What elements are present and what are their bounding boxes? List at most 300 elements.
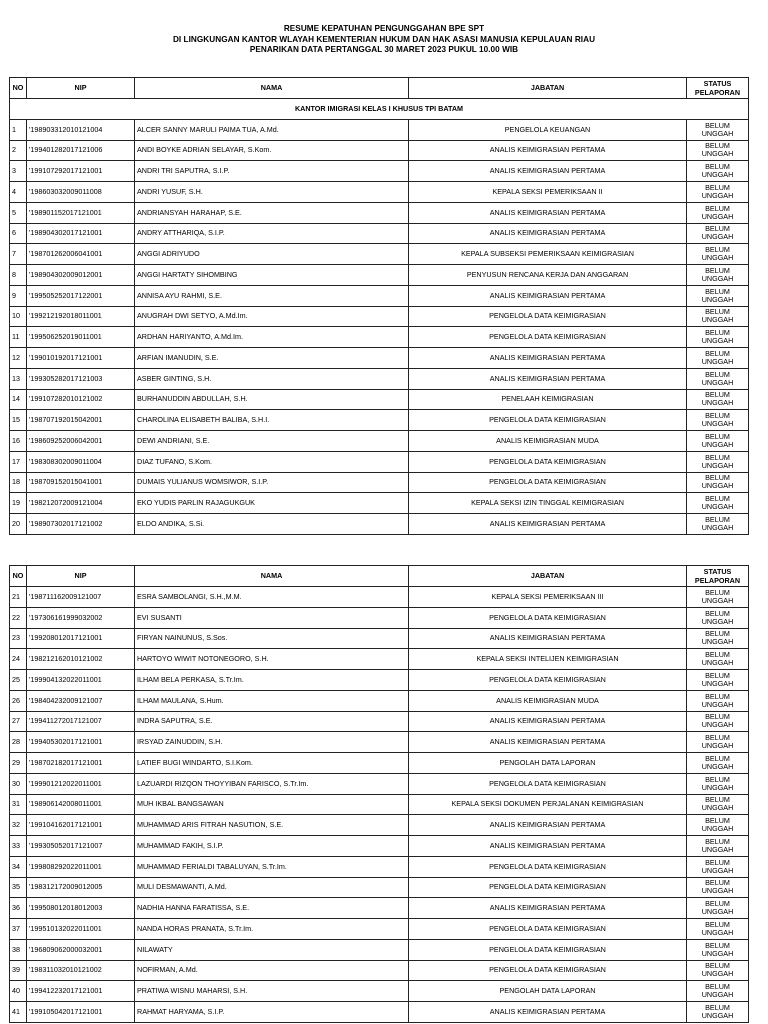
row-status [687,451,749,472]
row-nip: '199411272017121007 [27,711,135,732]
row-jabatan: PENGOLAH DATA LAPORAN [409,753,687,774]
row-nama: ANNISA AYU RAHMI, S.E. [135,285,409,306]
row-nip: '198904302017121001 [27,223,135,244]
row-status-line2: UNGGAH [701,699,734,709]
row-nip: '199401282017121006 [27,140,135,161]
row-jabatan: ANALIS KEIMIGRASIAN PERTAMA [409,202,687,223]
row-status-line1: BELUM [705,982,730,992]
row-number: 41 [10,1002,27,1023]
row-nama: INDRA SAPUTRA, S.E. [135,711,409,732]
row-jabatan: PENGELOLA DATA KEIMIGRASIAN [409,306,687,327]
row-number: 17 [10,451,27,472]
row-nip: '199104162017121001 [27,815,135,836]
row-nip: '198308302009011004 [27,451,135,472]
table-row [10,981,749,1002]
row-nama: MULI DESMAWANTI, A.Md. [135,877,409,898]
row-number: 27 [10,711,27,732]
row-nip: '199505252017122001 [27,285,135,306]
column-header-jabatan: JABATAN [409,78,687,99]
row-jabatan: PENGELOLA DATA KEIMIGRASIAN [409,960,687,981]
row-status-line1: BELUM [705,712,730,722]
row-status-line1: BELUM [705,328,730,338]
row-status-line2: UNGGAH [701,865,734,875]
row-number: 39 [10,960,27,981]
table-row [10,285,749,306]
table-row [10,587,749,608]
row-status [687,960,749,981]
table-row [10,182,749,203]
row-status [687,877,749,898]
row-jabatan: PENGELOLA DATA KEIMIGRASIAN [409,856,687,877]
row-status [687,493,749,514]
table-row [10,327,749,348]
row-jabatan: ANALIS KEIMIGRASIAN PERTAMA [409,514,687,535]
row-status [687,348,749,369]
row-nama: DEWI ANDRIANI, S.E. [135,431,409,452]
row-status-line2: UNGGAH [701,419,734,429]
row-status [687,389,749,410]
row-nama: ILHAM BELA PERKASA, S.Tr.Im. [135,670,409,691]
table-header-row [10,78,749,99]
row-status [687,939,749,960]
row-nama: NADHIA HANNA FARATISSA, S.E. [135,898,409,919]
row-nip: '199412232017121001 [27,981,135,1002]
row-status-line1: BELUM [705,411,730,421]
row-number: 11 [10,327,27,348]
row-jabatan: ANALIS KEIMIGRASIAN MUDA [409,431,687,452]
row-status-line1: BELUM [705,857,730,867]
row-nip: '199107282010121002 [27,389,135,410]
table-row [10,389,749,410]
row-nama: BURHANUDDIN ABDULLAH, S.H. [135,389,409,410]
row-status-line2: UNGGAH [701,741,734,751]
row-status-line2: UNGGAH [701,336,734,346]
column-header-nip: NIP [27,78,135,99]
row-number: 38 [10,939,27,960]
row-status-line2: UNGGAH [701,824,734,834]
row-nip: '199904132022011001 [27,670,135,691]
row-number: 24 [10,649,27,670]
row-nama: NILAWATY [135,939,409,960]
row-jabatan: PENELAAH KEIMIGRASIAN [409,389,687,410]
row-nip: '198702182017121001 [27,753,135,774]
row-jabatan: PENGELOLA DATA KEIMIGRASIAN [409,670,687,691]
table-row [10,877,749,898]
row-status-line1: BELUM [705,691,730,701]
row-nama: IRSYAD ZAINUDDIN, S.H. [135,732,409,753]
row-number: 25 [10,670,27,691]
row-nama: ARFIAN IMANUDIN, S.E. [135,348,409,369]
row-jabatan: ANALIS KEIMIGRASIAN PERTAMA [409,732,687,753]
row-status [687,1002,749,1023]
row-nama: PRATIWA WISNU MAHARSI, S.H. [135,981,409,1002]
row-number: 16 [10,431,27,452]
row-number: 18 [10,472,27,493]
row-nama: RAHMAT HARYAMA, S.I.P. [135,1002,409,1023]
row-status [687,794,749,815]
row-nama: ANDI BOYKE ADRIAN SELAYAR, S.Kom. [135,140,409,161]
row-status [687,856,749,877]
row-nip: '198312172009012005 [27,877,135,898]
row-status-line1: BELUM [705,587,730,597]
row-status-line1: BELUM [705,120,730,130]
table-body-1 [10,119,749,534]
table-row [10,690,749,711]
row-status-line2: UNGGAH [701,439,734,449]
row-number: 2 [10,140,27,161]
row-jabatan: PENGELOLA DATA KEIMIGRASIAN [409,919,687,940]
row-number: 6 [10,223,27,244]
row-nip: '198404232009121007 [27,690,135,711]
row-nip: '198609252006042001 [27,431,135,452]
row-status-line2: UNGGAH [701,948,734,958]
row-status-line2: UNGGAH [701,803,734,813]
row-status [687,431,749,452]
document-title: RESUME KEPATUHAN PENGUNGGAHAN BPE SPT [283,24,485,33]
row-status [687,327,749,348]
row-status-line1: BELUM [705,369,730,379]
row-nama: ESRA SAMBOLANGI, S.H.,M.M. [135,587,409,608]
row-jabatan: ANALIS KEIMIGRASIAN PERTAMA [409,368,687,389]
row-nip: '198904302009012001 [27,265,135,286]
row-jabatan: ANALIS KEIMIGRASIAN PERTAMA [409,898,687,919]
row-number: 37 [10,919,27,940]
row-jabatan: PENGELOLA DATA KEIMIGRASIAN [409,773,687,794]
row-status-line2: UNGGAH [701,990,734,1000]
row-jabatan: PENGELOLA KEUANGAN [409,119,687,140]
column-header-nip: NIP [27,566,135,587]
row-status-line2: UNGGAH [701,128,734,138]
row-number: 22 [10,607,27,628]
table-body-2 [10,587,749,1023]
row-nama: ANGGI ADRIYUDO [135,244,409,265]
table-row [10,856,749,877]
row-status-line2: UNGGAH [701,616,734,626]
row-status [687,472,749,493]
row-nama: ILHAM MAULANA, S.Hum. [135,690,409,711]
row-status-line1: BELUM [705,816,730,826]
column-header-status [687,566,749,587]
document-header [0,24,768,56]
row-jabatan: KEPALA SEKSI PEMERIKSAAN III [409,587,687,608]
row-status-line2: UNGGAH [701,678,734,688]
row-status-line2: UNGGAH [701,377,734,387]
table-row [10,431,749,452]
row-nip: '199010192017121001 [27,348,135,369]
row-nip: '198709152015041001 [27,472,135,493]
row-nip: '199510132022011001 [27,919,135,940]
row-number: 29 [10,753,27,774]
row-status [687,285,749,306]
row-nama: EVI SUSANTI [135,607,409,628]
row-jabatan: PENGELOLA DATA KEIMIGRASIAN [409,607,687,628]
row-status-line1: BELUM [705,733,730,743]
row-status-line1: BELUM [705,514,730,524]
row-nip: '199305282017121003 [27,368,135,389]
row-number: 23 [10,628,27,649]
row-nama: DIAZ TUFANO, S.Kom. [135,451,409,472]
row-status-line2: UNGGAH [701,273,734,283]
row-nama: ANGGI HARTATY SIHOMBING [135,265,409,286]
column-header-status-line2: PELAPORAN [694,576,741,585]
table-row [10,514,749,535]
row-status-line1: BELUM [705,431,730,441]
row-status-line2: UNGGAH [701,844,734,854]
row-nama: ANDRI TRI SAPUTRA, S.I.P. [135,161,409,182]
row-status-line2: UNGGAH [701,232,734,242]
table-row [10,815,749,836]
table-row [10,960,749,981]
row-number: 35 [10,877,27,898]
column-header-nama: NAMA [135,78,409,99]
row-jabatan: PENGELOLA DATA KEIMIGRASIAN [409,472,687,493]
row-status-line1: BELUM [705,265,730,275]
row-number: 31 [10,794,27,815]
row-nama: MUHAMMAD ARIS FITRAH NASUTION, S.E. [135,815,409,836]
row-status-line2: UNGGAH [701,969,734,979]
row-jabatan: KEPALA SUBSEKSI PEMERIKSAAN KEIMIGRASIAN [409,244,687,265]
row-status-line1: BELUM [705,494,730,504]
row-jabatan: ANALIS KEIMIGRASIAN PERTAMA [409,836,687,857]
row-number: 7 [10,244,27,265]
row-status-line1: BELUM [705,162,730,172]
row-jabatan: PENGELOLA DATA KEIMIGRASIAN [409,451,687,472]
table-row [10,919,749,940]
row-jabatan: PENGELOLA DATA KEIMIGRASIAN [409,410,687,431]
row-status-line1: BELUM [705,141,730,151]
row-nama: HARTOYO WIWIT NOTONEGORO, S.H. [135,649,409,670]
row-status-line2: UNGGAH [701,356,734,366]
row-status [687,244,749,265]
row-nama: DUMAIS YULIANUS WOMSIWOR, S.I.P. [135,472,409,493]
row-status [687,815,749,836]
row-jabatan: PENGOLAH DATA LAPORAN [409,981,687,1002]
row-status-line2: UNGGAH [701,481,734,491]
row-status [687,514,749,535]
table-row [10,732,749,753]
row-nip: '198901152017121001 [27,202,135,223]
row-status-line2: UNGGAH [701,522,734,532]
row-number: 34 [10,856,27,877]
row-status-line2: UNGGAH [701,149,734,159]
row-status [687,836,749,857]
row-number: 40 [10,981,27,1002]
row-status-line2: UNGGAH [701,170,734,180]
row-status-line1: BELUM [705,286,730,296]
office-name: KANTOR IMIGRASI KELAS I KHUSUS TPI BATAM [10,99,749,120]
row-status-line2: UNGGAH [701,886,734,896]
row-status [687,732,749,753]
row-nama: ANDRI YUSUF, S.H. [135,182,409,203]
row-status-line1: BELUM [705,390,730,400]
table-row [10,836,749,857]
row-nama: ANDRY ATTHARIQA, S.I.P. [135,223,409,244]
document-subtitle: DI LINGKUNGAN KANTOR WLAYAH KEMENTERIAN HUKUM DAN HAK ASASI MANUSIA KEPULAUAN RIAU [172,34,596,44]
row-nip: '198212072009121004 [27,493,135,514]
row-nip: '198903312010121004 [27,119,135,140]
row-jabatan: ANALIS KEIMIGRASIAN PERTAMA [409,140,687,161]
row-status-line1: BELUM [705,899,730,909]
row-nip: '199212192018011001 [27,306,135,327]
row-number: 10 [10,306,27,327]
row-status [687,119,749,140]
row-status [687,649,749,670]
row-number: 28 [10,732,27,753]
office-row [10,99,749,120]
row-nip: '198711162009121007 [27,587,135,608]
table-row [10,898,749,919]
row-nama: ELDO ANDIKA, S.Si. [135,514,409,535]
row-status [687,202,749,223]
row-nama: ARDHAN HARIYANTO, A.Md.Im. [135,327,409,348]
row-status [687,753,749,774]
table-row [10,670,749,691]
row-number: 30 [10,773,27,794]
row-number: 5 [10,202,27,223]
row-status-line1: BELUM [705,348,730,358]
row-nama: ANUGRAH DWI SETYO, A.Md.Im. [135,306,409,327]
row-status-line1: BELUM [705,774,730,784]
row-status-line1: BELUM [705,670,730,680]
table-row [10,794,749,815]
column-header-no: NO [10,78,27,99]
row-status-line1: BELUM [705,182,730,192]
table-row [10,265,749,286]
row-nama: ALCER SANNY MARULI PAIMA TUA, A.Md. [135,119,409,140]
row-number: 15 [10,410,27,431]
row-jabatan: ANALIS KEIMIGRASIAN PERTAMA [409,628,687,649]
table-row [10,607,749,628]
row-status [687,140,749,161]
row-status-line2: UNGGAH [701,658,734,668]
row-nama: MUH IKBAL BANGSAWAN [135,794,409,815]
row-status-line1: BELUM [705,608,730,618]
table-row [10,493,749,514]
table-row [10,119,749,140]
row-status-line2: UNGGAH [701,927,734,937]
row-nip: '196809062000032001 [27,939,135,960]
row-status-line2: UNGGAH [701,211,734,221]
table-row [10,451,749,472]
row-number: 8 [10,265,27,286]
table-row [10,773,749,794]
row-nama: ASBER GINTING, S.H. [135,368,409,389]
row-status-line1: BELUM [705,224,730,234]
table-row [10,306,749,327]
row-nama: CHAROLINA ELISABETH BALIBA, S.H.I. [135,410,409,431]
row-status [687,607,749,628]
row-status [687,306,749,327]
row-status-line2: UNGGAH [701,398,734,408]
row-jabatan: ANALIS KEIMIGRASIAN PERTAMA [409,285,687,306]
row-status-line1: BELUM [705,203,730,213]
compliance-table-2 [9,565,749,1023]
row-nip: '198906142008011001 [27,794,135,815]
row-status-line1: BELUM [705,878,730,888]
row-status [687,587,749,608]
row-nama: ANDRIANSYAH HARAHAP, S.E. [135,202,409,223]
row-status-line1: BELUM [705,245,730,255]
row-jabatan: ANALIS KEIMIGRASIAN PERTAMA [409,348,687,369]
row-number: 19 [10,493,27,514]
row-status-line1: BELUM [705,753,730,763]
row-status-line1: BELUM [705,919,730,929]
row-number: 20 [10,514,27,535]
row-jabatan: PENGELOLA DATA KEIMIGRASIAN [409,327,687,348]
row-jabatan: ANALIS KEIMIGRASIAN PERTAMA [409,161,687,182]
row-nip: '198212162010121002 [27,649,135,670]
row-status [687,182,749,203]
row-status-line1: BELUM [705,795,730,805]
row-nama: NOFIRMAN, A.Md. [135,960,409,981]
row-number: 32 [10,815,27,836]
row-nip: '199901212022011001 [27,773,135,794]
row-status [687,628,749,649]
row-number: 36 [10,898,27,919]
row-jabatan: PENYUSUN RENCANA KERJA DAN ANGGARAN [409,265,687,286]
row-status-line1: BELUM [705,1002,730,1012]
table-row [10,244,749,265]
table-row [10,368,749,389]
document-date-line: PENARIKAN DATA PERTANGGAL 30 MARET 2023 PUKUL 10.00 WIB [249,45,519,55]
row-jabatan: ANALIS KEIMIGRASIAN MUDA [409,690,687,711]
row-jabatan: ANALIS KEIMIGRASIAN PERTAMA [409,711,687,732]
row-number: 26 [10,690,27,711]
row-number: 14 [10,389,27,410]
row-nama: LATIEF BUGI WINDARTO, S.I.Kom. [135,753,409,774]
table-row [10,711,749,732]
row-status [687,265,749,286]
row-status [687,670,749,691]
table-row [10,161,749,182]
table-row [10,649,749,670]
row-nip: '199508012018012003 [27,898,135,919]
compliance-table-1 [9,77,749,535]
row-status-line1: BELUM [705,629,730,639]
row-nip: '199107292017121001 [27,161,135,182]
row-status-line2: UNGGAH [701,315,734,325]
row-status-line1: BELUM [705,836,730,846]
row-number: 9 [10,285,27,306]
row-nip: '198311032010121002 [27,960,135,981]
row-status [687,711,749,732]
row-jabatan: ANALIS KEIMIGRASIAN PERTAMA [409,815,687,836]
row-number: 33 [10,836,27,857]
row-status [687,223,749,244]
table-row [10,1002,749,1023]
row-number: 12 [10,348,27,369]
row-jabatan: PENGELOLA DATA KEIMIGRASIAN [409,877,687,898]
row-status-line2: UNGGAH [701,907,734,917]
row-jabatan: ANALIS KEIMIGRASIAN PERTAMA [409,1002,687,1023]
row-nip: '199208012017121001 [27,628,135,649]
row-status-line2: UNGGAH [701,720,734,730]
row-status-line2: UNGGAH [701,460,734,470]
row-status-line1: BELUM [705,452,730,462]
column-header-status-line1: STATUS [703,79,732,88]
row-nip: '198701262006041001 [27,244,135,265]
row-number: 13 [10,368,27,389]
row-status-line2: UNGGAH [701,190,734,200]
row-status [687,919,749,940]
row-nama: NANDA HORAS PRANATA, S.Tr.Im. [135,919,409,940]
row-nama: MUHAMMAD FAKIH, S.I.P. [135,836,409,857]
row-nip: '199808292022011001 [27,856,135,877]
row-nip: '198907302017121002 [27,514,135,535]
table-row [10,202,749,223]
table-row [10,410,749,431]
column-header-no: NO [10,566,27,587]
